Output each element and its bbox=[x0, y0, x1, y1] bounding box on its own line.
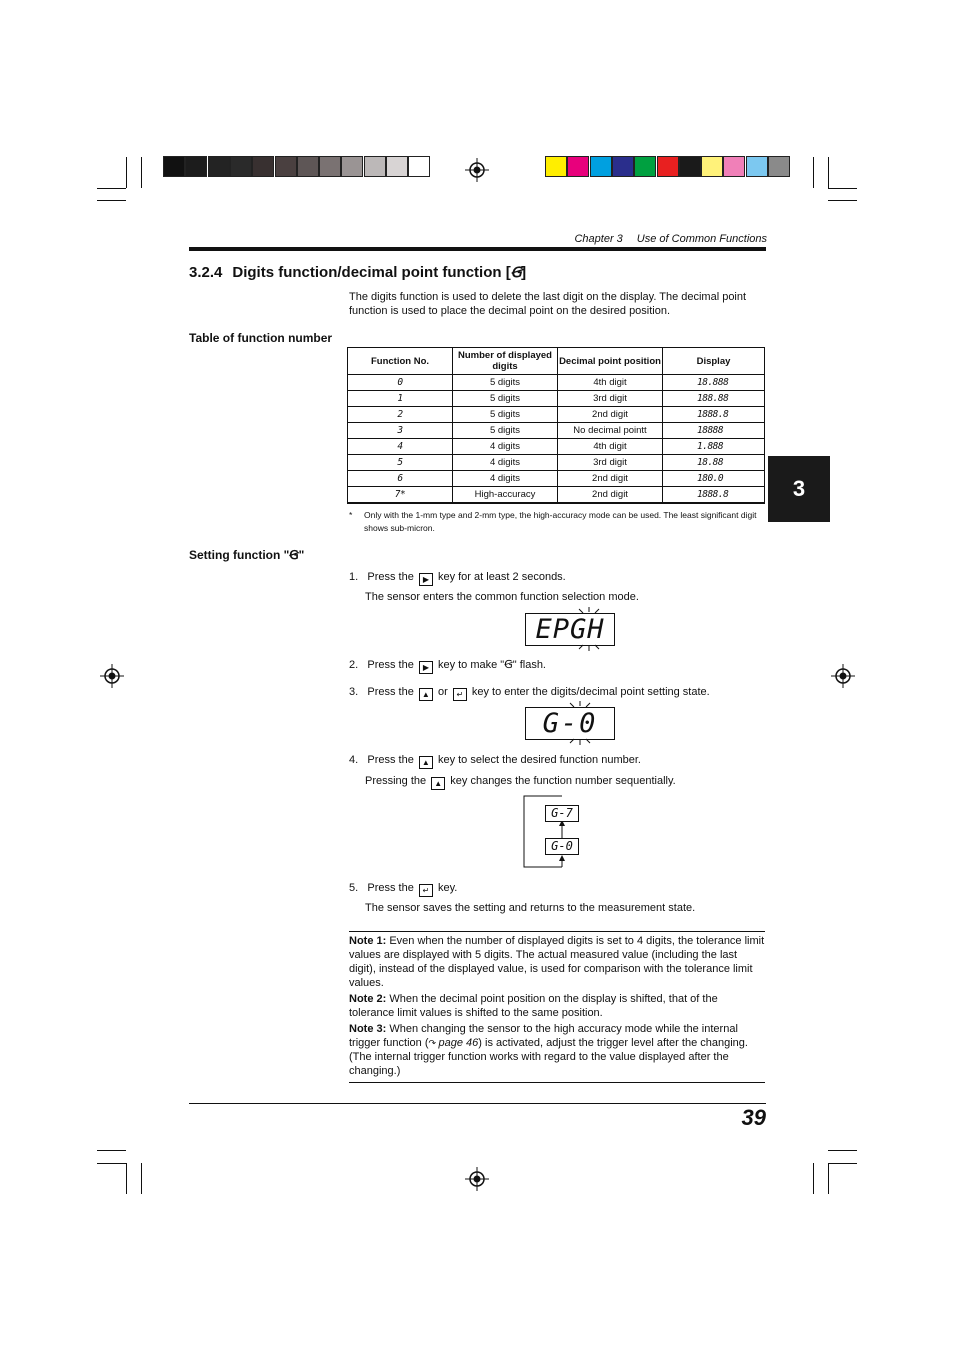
display-cell: 180.0 bbox=[663, 471, 765, 487]
registration-target-icon bbox=[831, 664, 855, 688]
step-text: or bbox=[437, 686, 448, 698]
color-swatch bbox=[545, 156, 567, 177]
up-arrow-key-icon: ▲ bbox=[419, 756, 433, 769]
gray-swatch bbox=[364, 156, 386, 177]
table-body bbox=[348, 375, 765, 504]
lcd-display-small bbox=[545, 805, 579, 822]
crop-mark bbox=[828, 1163, 857, 1164]
table-row bbox=[348, 439, 765, 455]
col-header: Function No. bbox=[348, 348, 453, 375]
crop-mark bbox=[813, 1163, 814, 1194]
table-cell: 4 digits bbox=[453, 439, 558, 455]
table-cell: 3rd digit bbox=[558, 455, 663, 471]
color-swatch bbox=[768, 156, 790, 177]
table-cell: 5 digits bbox=[453, 407, 558, 423]
table-row bbox=[348, 407, 765, 423]
registration-target-icon bbox=[465, 158, 489, 182]
crop-mark bbox=[126, 1163, 127, 1194]
flash-rays-icon bbox=[575, 605, 619, 653]
step-1 bbox=[349, 571, 566, 586]
section-title-text: Digits function/decimal point function [ bbox=[232, 264, 511, 281]
table-row bbox=[348, 455, 765, 471]
crop-mark bbox=[97, 188, 126, 189]
step-2 bbox=[349, 658, 546, 674]
step-text: key to select the desired function number. bbox=[437, 754, 641, 766]
section-title bbox=[189, 264, 526, 281]
lcd-text: G-0 bbox=[542, 708, 598, 739]
page-reference-link[interactable]: page 46 bbox=[438, 1037, 479, 1049]
table-cell: No decimal pointt bbox=[558, 423, 663, 439]
lcd-text: EPGH bbox=[535, 614, 605, 645]
step-number: 1. bbox=[349, 571, 359, 583]
note-2 bbox=[349, 992, 765, 1020]
color-swatch bbox=[634, 156, 656, 177]
gray-swatch bbox=[341, 156, 363, 177]
up-arrow-key-icon: ▲ bbox=[431, 777, 445, 790]
color-swatch bbox=[612, 156, 634, 177]
table-cell: 2nd digit bbox=[558, 471, 663, 487]
function-number-table bbox=[347, 347, 765, 504]
table-cell: 4th digit bbox=[558, 439, 663, 455]
display-cell: 18.88 bbox=[663, 455, 765, 471]
enter-key-icon: ↵ bbox=[419, 884, 433, 897]
table-footnote bbox=[349, 509, 765, 534]
step-text: Press the bbox=[367, 686, 414, 698]
table-heading: Table of function number bbox=[189, 331, 333, 345]
crop-mark bbox=[141, 1163, 142, 1194]
color-swatch bbox=[723, 156, 745, 177]
color-swatch bbox=[679, 156, 701, 177]
display-cell: 18.888 bbox=[663, 375, 765, 391]
step-4 bbox=[349, 754, 641, 769]
gray-swatch bbox=[230, 156, 252, 177]
gray-swatch bbox=[275, 156, 297, 177]
crop-mark bbox=[813, 157, 814, 188]
display-cell: 18888 bbox=[663, 423, 765, 439]
page-number: 39 bbox=[741, 1105, 766, 1130]
setting-heading: Setting function "Ꞡ" bbox=[189, 548, 305, 562]
table-row bbox=[348, 423, 765, 439]
table-row bbox=[348, 487, 765, 504]
gray-swatch bbox=[208, 156, 230, 177]
lcd-text: G-7 bbox=[551, 806, 573, 820]
table-cell: 3rd digit bbox=[558, 391, 663, 407]
crop-mark bbox=[828, 157, 829, 188]
gray-swatch bbox=[252, 156, 274, 177]
gray-swatch bbox=[408, 156, 430, 177]
step-number: 2. bbox=[349, 659, 359, 671]
crop-mark bbox=[828, 1163, 829, 1194]
chapter-label: Chapter 3 bbox=[574, 233, 623, 245]
flash-rays-icon bbox=[566, 699, 610, 747]
crop-mark bbox=[828, 1150, 857, 1151]
display-cell: 1888.8 bbox=[663, 487, 765, 504]
col-header: Display bbox=[663, 348, 765, 375]
gray-swatch bbox=[163, 156, 185, 177]
right-arrow-key-icon: ▶ bbox=[419, 573, 433, 586]
chapter-tab: 3 bbox=[768, 456, 830, 522]
note-text: Even when the number of displayed digits is set to 4 digits, the tolerance limit values are displayed with 5 digits. The actual measured value (including the last digit), instead of the displayed value, is used for comparison with the tolerance limit values. bbox=[349, 935, 765, 989]
color-swatch bbox=[701, 156, 723, 177]
page-ref-icon: ↷ bbox=[428, 1038, 439, 1048]
crop-mark bbox=[97, 200, 126, 201]
gray-swatch bbox=[297, 156, 319, 177]
registration-target-icon bbox=[100, 664, 124, 688]
running-header bbox=[574, 233, 767, 245]
table-row bbox=[348, 375, 765, 391]
col-header: Decimal point position bbox=[558, 348, 663, 375]
table-row bbox=[348, 391, 765, 407]
crop-mark bbox=[97, 1163, 126, 1164]
color-swatch bbox=[567, 156, 589, 177]
notes-box bbox=[349, 931, 765, 1083]
step-text: Press the bbox=[367, 571, 414, 583]
color-swatch bbox=[590, 156, 612, 177]
gray-swatch bbox=[185, 156, 207, 177]
step-text: Press the bbox=[367, 882, 414, 894]
color-swatch bbox=[746, 156, 768, 177]
table-cell: 2nd digit bbox=[558, 487, 663, 504]
step-1-result: The sensor enters the common function selection mode. bbox=[365, 591, 639, 603]
step-text: key changes the function number sequentially. bbox=[450, 775, 676, 787]
step-text: Pressing the bbox=[365, 775, 427, 787]
up-arrow-key-icon: ▲ bbox=[419, 688, 433, 701]
step-3 bbox=[349, 686, 710, 701]
step-4-detail bbox=[365, 775, 676, 790]
note-1 bbox=[349, 934, 765, 990]
table-cell: 2nd digit bbox=[558, 407, 663, 423]
table-header-row bbox=[348, 348, 765, 375]
gray-swatch bbox=[319, 156, 341, 177]
color-swatch bbox=[657, 156, 679, 177]
note-label: Note 1: bbox=[349, 935, 387, 947]
function-symbol: Ꞡ bbox=[510, 265, 522, 281]
crop-mark bbox=[97, 1150, 126, 1151]
step-text: Press the bbox=[367, 754, 414, 766]
step-text: key. bbox=[437, 882, 458, 894]
table-cell: 2 bbox=[348, 407, 453, 423]
table-cell: 5 digits bbox=[453, 391, 558, 407]
table-cell: 3 bbox=[348, 423, 453, 439]
section-title-close: ] bbox=[521, 264, 527, 281]
footer-rule bbox=[189, 1103, 766, 1104]
step-text: key to enter the digits/decimal point setting state. bbox=[471, 686, 710, 698]
note-text: When the decimal point position on the display is shifted, that of the tolerance limit values is shifted to the same position. bbox=[349, 993, 718, 1019]
note-text: When changing the sensor to the high accuracy mode while the internal trigger function ( bbox=[349, 1023, 738, 1049]
display-cell: 1.888 bbox=[663, 439, 765, 455]
registration-target-icon bbox=[465, 1167, 489, 1191]
lcd-display-small bbox=[545, 838, 579, 855]
crop-mark bbox=[828, 188, 857, 189]
gray-swatch bbox=[386, 156, 408, 177]
table-cell: High-accuracy bbox=[453, 487, 558, 504]
table-cell: 4 digits bbox=[453, 455, 558, 471]
table-cell: 7* bbox=[348, 487, 453, 504]
table-cell: 6 bbox=[348, 471, 453, 487]
crop-mark bbox=[126, 157, 127, 188]
step-text: key to make "Ꞡ" flash. bbox=[437, 659, 546, 671]
step-number: 4. bbox=[349, 754, 359, 766]
lcd-text: G-0 bbox=[551, 839, 573, 853]
table-cell: 4 bbox=[348, 439, 453, 455]
step-5-result: The sensor saves the setting and returns to the measurement state. bbox=[365, 902, 696, 914]
intro-paragraph: The digits function is used to delete the last digit on the display. The decimal point function is used to place the decimal point on the desired position. bbox=[349, 291, 747, 317]
step-number: 3. bbox=[349, 686, 359, 698]
step-text: key for at least 2 seconds. bbox=[437, 571, 566, 583]
note-label: Note 3: bbox=[349, 1023, 387, 1035]
table-cell: 4 digits bbox=[453, 471, 558, 487]
enter-key-icon: ↵ bbox=[453, 688, 467, 701]
note-3 bbox=[349, 1022, 765, 1078]
table-cell: 5 digits bbox=[453, 423, 558, 439]
step-text: Press the bbox=[367, 659, 414, 671]
footnote-text: Only with the 1-mm type and 2-mm type, the high-accuracy mode can be used. The least significant digit shows sub-micron. bbox=[364, 510, 757, 533]
table-cell: 5 digits bbox=[453, 375, 558, 391]
display-cell: 1888.8 bbox=[663, 407, 765, 423]
section-label: Use of Common Functions bbox=[636, 233, 767, 245]
header-rule bbox=[189, 247, 766, 251]
table-cell: 5 bbox=[348, 455, 453, 471]
right-arrow-key-icon: ▶ bbox=[419, 661, 433, 674]
display-cell: 188.88 bbox=[663, 391, 765, 407]
table-cell: 0 bbox=[348, 375, 453, 391]
step-number: 5. bbox=[349, 882, 359, 894]
section-number: 3.2.4 bbox=[189, 264, 223, 281]
step-5 bbox=[349, 882, 457, 897]
table-cell: 1 bbox=[348, 391, 453, 407]
table-cell: 4th digit bbox=[558, 375, 663, 391]
col-header: Number of displayed digits bbox=[453, 348, 558, 375]
crop-mark bbox=[828, 200, 857, 201]
note-label: Note 2: bbox=[349, 993, 387, 1005]
crop-mark bbox=[141, 157, 142, 188]
note-text: ) is activated, adjust the trigger level after the changing. (The internal trigger function works with regard to the value displayed after the changing.) bbox=[349, 1037, 748, 1077]
table-row bbox=[348, 471, 765, 487]
footnote-mark: * bbox=[349, 510, 353, 520]
